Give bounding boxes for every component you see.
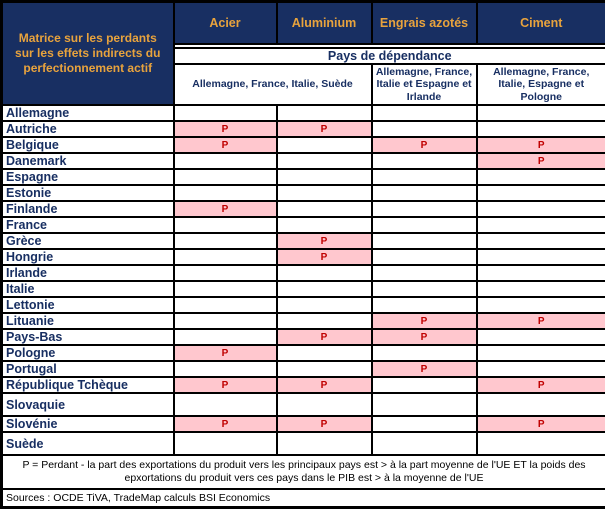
column-header-acier: Acier <box>174 2 277 44</box>
country-label: Allemagne <box>2 105 174 121</box>
matrix-cell <box>477 249 605 265</box>
matrix-cell <box>372 265 477 281</box>
matrix-cell <box>372 393 477 416</box>
matrix-cell <box>174 249 277 265</box>
matrix-cell <box>277 313 372 329</box>
table-row <box>2 345 605 361</box>
matrix-cell <box>372 153 477 169</box>
perdant-cell: P <box>277 416 372 432</box>
matrix-cell <box>477 201 605 217</box>
column-header-ciment: Ciment <box>477 2 605 44</box>
table-row <box>2 121 605 137</box>
matrix-cell <box>477 281 605 297</box>
country-label: Suède <box>2 432 174 455</box>
matrix-body <box>2 105 605 455</box>
sources-text: Sources : OCDE TiVA, TradeMap calculs BSI Economics <box>2 489 605 508</box>
column-header-engrais-azotes: Engrais azotés <box>372 2 477 44</box>
matrix-cell <box>372 432 477 455</box>
matrix-cell <box>477 432 605 455</box>
table-row <box>2 281 605 297</box>
table-row <box>2 137 605 153</box>
dependence-group-engrais-azotes: Allemagne, France, Italie et Espagne et Irlande <box>372 64 477 106</box>
country-label: Portugal <box>2 361 174 377</box>
matrix-cell <box>477 297 605 313</box>
matrix-cell <box>277 217 372 233</box>
matrix-cell <box>477 361 605 377</box>
matrix-cell <box>477 329 605 345</box>
table-row <box>2 432 605 455</box>
table-row <box>2 361 605 377</box>
perdant-cell: P <box>477 416 605 432</box>
matrix-header <box>2 2 605 106</box>
matrix-cell <box>372 121 477 137</box>
country-label: Grèce <box>2 233 174 249</box>
perdant-cell: P <box>277 121 372 137</box>
footnote-row <box>2 455 605 489</box>
country-label: Hongrie <box>2 249 174 265</box>
matrix-cell <box>277 137 372 153</box>
matrix-cell <box>174 105 277 121</box>
table-row <box>2 153 605 169</box>
matrix-cell <box>477 217 605 233</box>
matrix-cell <box>372 297 477 313</box>
country-label: Irlande <box>2 265 174 281</box>
matrix-cell <box>174 217 277 233</box>
table-row <box>2 265 605 281</box>
table-row <box>2 217 605 233</box>
matrix-cell <box>277 265 372 281</box>
perdant-cell: P <box>372 329 477 345</box>
matrix-cell <box>174 361 277 377</box>
perdant-cell: P <box>174 121 277 137</box>
matrix-cell <box>477 393 605 416</box>
table-row <box>2 233 605 249</box>
matrix-cell <box>477 185 605 201</box>
matrix-cell <box>372 249 477 265</box>
matrix-cell <box>277 361 372 377</box>
matrix-cell <box>174 313 277 329</box>
table-row <box>2 329 605 345</box>
matrix-cell <box>277 281 372 297</box>
table-row <box>2 201 605 217</box>
perdant-cell: P <box>277 233 372 249</box>
perdant-cell: P <box>477 313 605 329</box>
footnote-text: P = Perdant - la part des exportations du produit vers les principaux pays est > à la part moyenne de l'UE ET la poids des epxortations du produit vers ces pays dans le PIB est > à la moyenne de l'UE <box>2 455 605 489</box>
matrix-cell <box>477 345 605 361</box>
country-label: Autriche <box>2 121 174 137</box>
perdant-cell: P <box>174 201 277 217</box>
perdant-cell: P <box>277 377 372 393</box>
table-row <box>2 185 605 201</box>
matrix-cell <box>372 281 477 297</box>
matrix-cell <box>277 153 372 169</box>
matrix-cell <box>277 169 372 185</box>
table-row <box>2 393 605 416</box>
matrix-cell <box>174 432 277 455</box>
table-row <box>2 416 605 432</box>
matrix-title: Matrice sur les perdants sur les effets indirects du perfectionnement actif <box>2 2 174 106</box>
matrix-cell <box>372 345 477 361</box>
country-label: Italie <box>2 281 174 297</box>
table-row <box>2 297 605 313</box>
matrix-footer <box>2 455 605 508</box>
matrix-cell <box>477 265 605 281</box>
matrix-cell <box>174 281 277 297</box>
matrix-cell <box>277 393 372 416</box>
country-label: Slovénie <box>2 416 174 432</box>
country-label: Lituanie <box>2 313 174 329</box>
matrix-cell <box>477 121 605 137</box>
table-row <box>2 377 605 393</box>
perdant-cell: P <box>477 153 605 169</box>
perdant-cell: P <box>174 416 277 432</box>
perdant-cell: P <box>174 137 277 153</box>
matrix-cell <box>174 233 277 249</box>
matrix-cell <box>372 201 477 217</box>
matrix-cell <box>277 185 372 201</box>
perdant-cell: P <box>174 345 277 361</box>
matrix-cell <box>372 217 477 233</box>
country-label: République Tchèque <box>2 377 174 393</box>
matrix-cell <box>372 169 477 185</box>
perdant-cell: P <box>477 137 605 153</box>
country-label: Finlande <box>2 201 174 217</box>
matrix-cell <box>277 105 372 121</box>
matrix-cell <box>174 329 277 345</box>
matrix-cell <box>174 153 277 169</box>
table-row <box>2 313 605 329</box>
table-row <box>2 169 605 185</box>
dependence-header: Pays de dépendance <box>174 48 605 64</box>
matrix-cell <box>277 297 372 313</box>
perdant-cell: P <box>174 377 277 393</box>
matrix-cell <box>372 185 477 201</box>
matrix-cell <box>174 265 277 281</box>
matrix-cell <box>372 377 477 393</box>
country-label: France <box>2 217 174 233</box>
table-row <box>2 105 605 121</box>
perdant-cell: P <box>277 249 372 265</box>
matrix-cell <box>477 105 605 121</box>
country-label: Lettonie <box>2 297 174 313</box>
matrix-cell <box>477 169 605 185</box>
dependence-group-acier-aluminium: Allemagne, France, Italie, Suède <box>174 64 372 106</box>
perdant-cell: P <box>372 361 477 377</box>
country-label: Belgique <box>2 137 174 153</box>
perdant-cell: P <box>477 377 605 393</box>
matrix-cell <box>174 169 277 185</box>
dependence-group-ciment: Allemagne, France, Italie, Espagne et Pologne <box>477 64 605 106</box>
products-row <box>2 2 605 44</box>
country-label: Pologne <box>2 345 174 361</box>
matrix-cell <box>277 345 372 361</box>
perdant-cell: P <box>372 313 477 329</box>
matrix-cell <box>277 432 372 455</box>
matrix-cell <box>372 416 477 432</box>
matrix-cell <box>372 233 477 249</box>
matrix-cell <box>372 105 477 121</box>
matrix-cell <box>277 201 372 217</box>
country-label: Estonie <box>2 185 174 201</box>
matrix-cell <box>174 185 277 201</box>
column-header-aluminium: Aluminium <box>277 2 372 44</box>
perdant-cell: P <box>372 137 477 153</box>
sources-row <box>2 489 605 508</box>
matrix-cell <box>174 393 277 416</box>
perdant-cell: P <box>277 329 372 345</box>
country-label: Pays-Bas <box>2 329 174 345</box>
table-row <box>2 249 605 265</box>
country-label: Espagne <box>2 169 174 185</box>
country-label: Slovaquie <box>2 393 174 416</box>
country-label: Danemark <box>2 153 174 169</box>
matrix-cell <box>174 297 277 313</box>
matrix-cell <box>477 233 605 249</box>
